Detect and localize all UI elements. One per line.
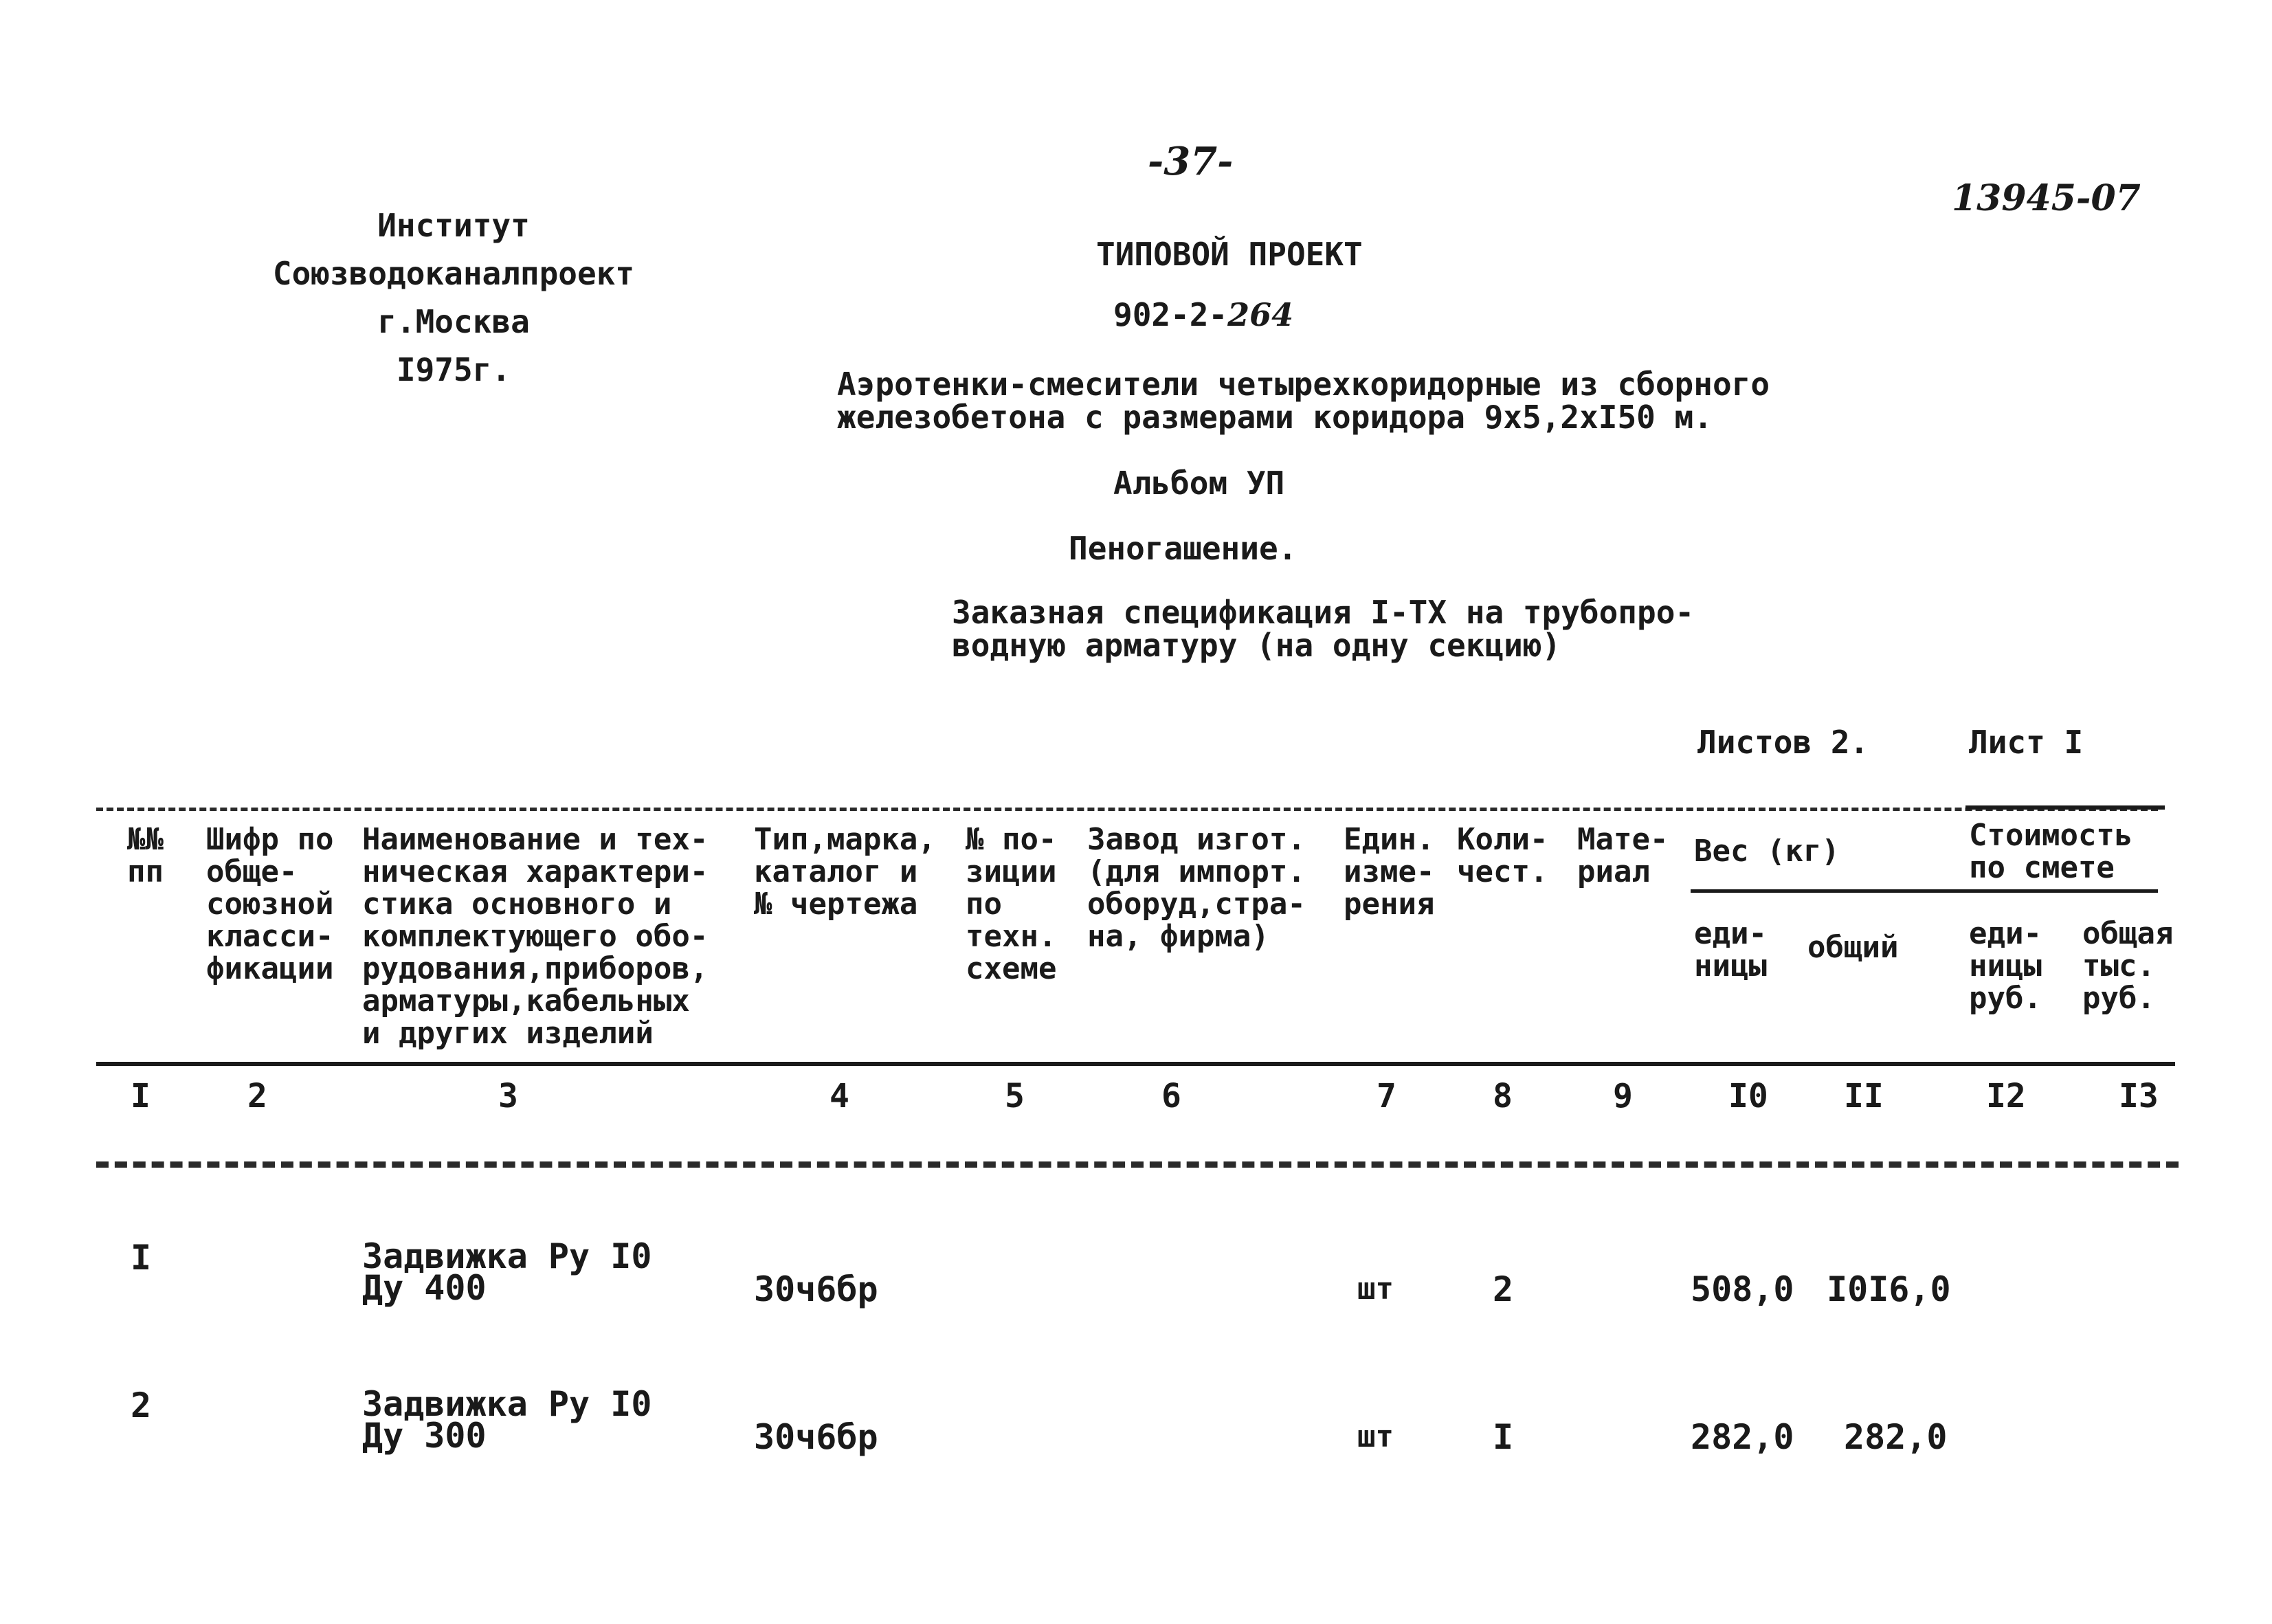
- col-number: II: [1844, 1077, 1884, 1115]
- section-title: Пеногашение.: [1069, 530, 1298, 567]
- header-col10: еди- ницы: [1694, 916, 1767, 983]
- header-col4: Тип,марка, каталог и № чертежа: [754, 822, 936, 922]
- row-1-number: I: [131, 1238, 152, 1278]
- table-top-rule-right: [1965, 805, 2165, 810]
- document-code: 13945-07: [1952, 177, 2141, 219]
- row-2-qty: I: [1493, 1417, 1514, 1457]
- col-number: 8: [1493, 1077, 1513, 1115]
- institute-city: г.Москва: [377, 303, 530, 340]
- row-2-name-line1: Задвижка Ру I0: [362, 1384, 652, 1424]
- table-top-rule: [96, 808, 2158, 811]
- album-label: Альбом УП: [1113, 465, 1285, 502]
- weight-group-rule: [1691, 889, 2158, 893]
- header-weight-group: Вес (кг): [1694, 834, 1840, 869]
- sheets-total: Листов 2.: [1697, 724, 1869, 761]
- spec-title-line2: водную арматуру (на одну секцию): [952, 627, 1561, 664]
- project-number-prefix: 902-2-: [1113, 296, 1228, 333]
- project-title-line2: железобетона с размерами коридора 9х5,2хI50 м.: [837, 399, 1713, 436]
- col-number: I2: [1986, 1077, 2026, 1115]
- row-1-type: 30ч6бр: [754, 1269, 878, 1309]
- header-col7: Един. изме- рения: [1344, 822, 1435, 922]
- spec-title: [952, 596, 1694, 662]
- row-2-number: 2: [131, 1386, 152, 1425]
- col-number: I0: [1728, 1077, 1768, 1115]
- col-number: I: [131, 1077, 151, 1115]
- project-title: [837, 368, 1770, 434]
- col-number: 9: [1613, 1077, 1633, 1115]
- institute-block: [261, 208, 646, 387]
- row-2-unit: шт: [1357, 1419, 1394, 1454]
- row-1-name-line1: Задвижка Ру I0: [362, 1236, 652, 1276]
- header-col12: еди- ницы руб.: [1969, 916, 2042, 1016]
- row-2-type: 30ч6бр: [754, 1417, 878, 1457]
- header-cost-group: Стоимость по смете: [1969, 818, 2133, 885]
- header-col3: Наименование и тех- ническая характери- стика основного и комплектующего обо- рудования,приборов, арматуры,кабельных и других изделий: [362, 822, 709, 1051]
- header-col2: Шифр по обще- союзной класси- фикации: [206, 822, 334, 986]
- col-number: 7: [1377, 1077, 1396, 1115]
- col-number: 3: [498, 1077, 518, 1115]
- col-number: 2: [247, 1077, 267, 1115]
- row-1-weight-total: I0I6,0: [1827, 1269, 1951, 1309]
- header-bottom-rule: [96, 1062, 2175, 1066]
- header-col9: Мате- риал: [1577, 822, 1669, 889]
- row-1-qty: 2: [1493, 1269, 1514, 1309]
- row-2-weight-total: 282,0: [1844, 1417, 1948, 1457]
- header-col8: Коли- чест.: [1457, 822, 1548, 889]
- project-label: ТИПОВОЙ ПРОЕКТ: [1096, 236, 1363, 273]
- institute-name: Институт: [377, 207, 530, 244]
- institute-year: I975г.: [396, 351, 511, 388]
- page-number: -37-: [1148, 139, 1234, 184]
- col-number: I3: [2119, 1077, 2159, 1115]
- row-1-name-line2: Ду 400: [362, 1268, 487, 1308]
- project-title-line1: Аэротенки-смесители четырехкоридорные из сборного: [837, 366, 1770, 403]
- project-number-suffix: 264: [1227, 296, 1294, 333]
- col-number-rule: [96, 1161, 2179, 1168]
- header-col11: общий: [1807, 930, 1899, 965]
- header-col1: №№ пп: [127, 822, 164, 889]
- header-col6: Завод изгот. (для импорт. оборуд,стра- на, фирма): [1087, 822, 1306, 954]
- spec-title-line1: Заказная спецификация I-ТХ на трубопро-: [952, 594, 1695, 631]
- col-number: 5: [1005, 1077, 1025, 1115]
- row-2-name: [362, 1384, 652, 1456]
- header-col5: № по- зиции по техн. схеме: [966, 822, 1057, 986]
- sheet-current: Лист I: [1969, 724, 2084, 761]
- col-number: 6: [1161, 1077, 1181, 1115]
- header-col13: общая тыс. руб.: [2082, 916, 2174, 1016]
- row-1-unit: шт: [1357, 1271, 1394, 1306]
- col-number: 4: [829, 1077, 849, 1115]
- row-1-weight-unit: 508,0: [1691, 1269, 1794, 1309]
- row-1-name: [362, 1236, 652, 1308]
- institute-org: Союзводоканалпроект: [272, 255, 635, 292]
- row-2-name-line2: Ду 300: [362, 1416, 487, 1456]
- row-2-weight-unit: 282,0: [1691, 1417, 1794, 1457]
- project-number: [1113, 298, 1293, 332]
